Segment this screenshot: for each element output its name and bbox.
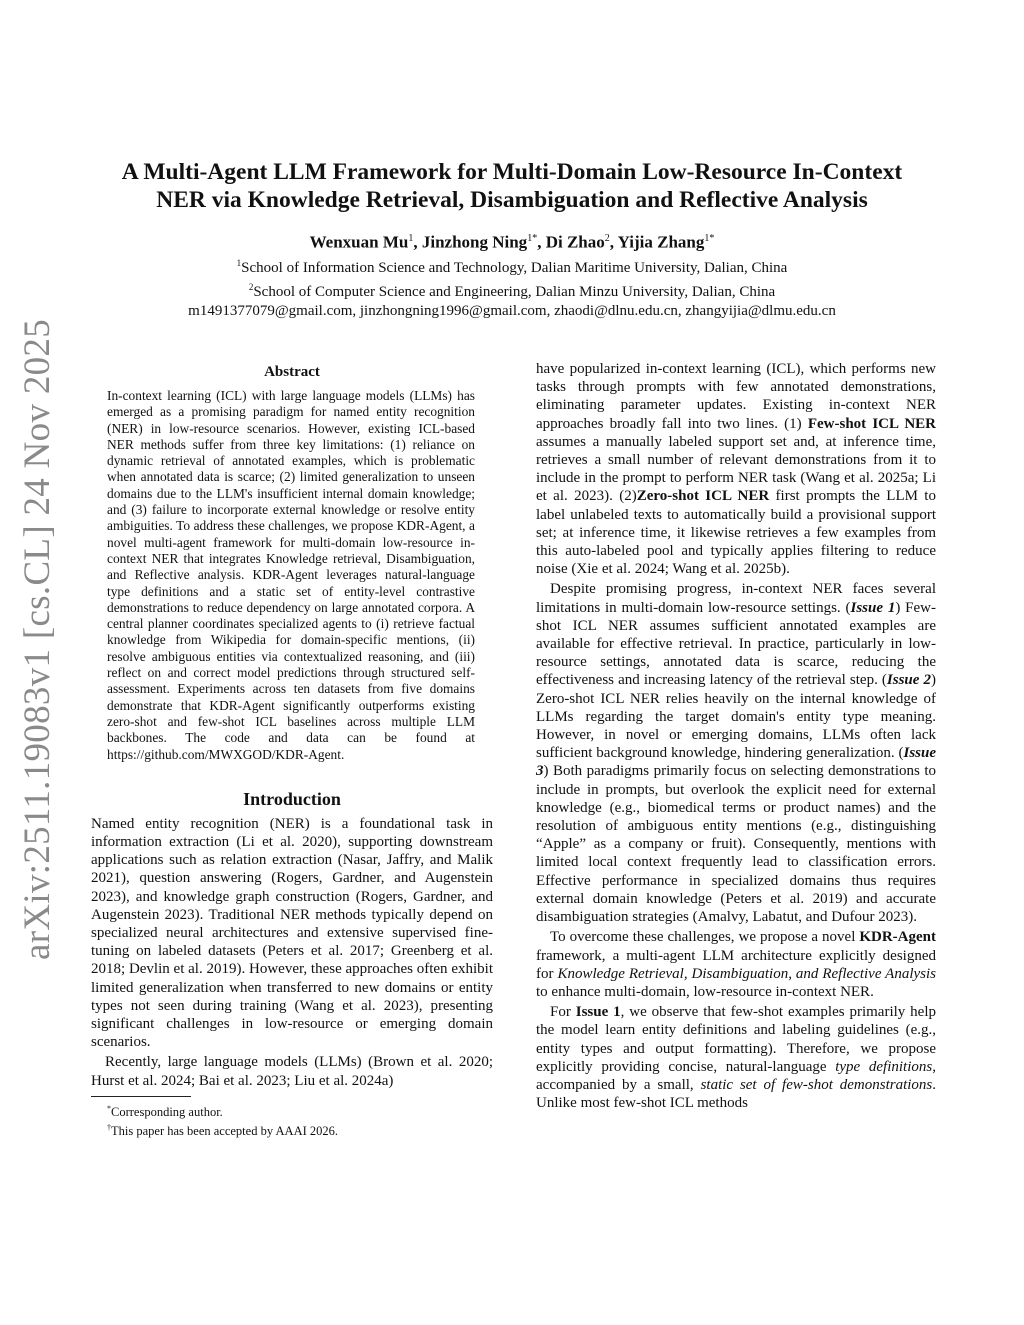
author-mark: 2: [604, 233, 610, 244]
introduction-heading: Introduction: [243, 788, 341, 809]
issue-label: Issue 2: [886, 672, 931, 689]
paper-title-line-2: NER via Knowledge Retrieval, Disambiguation and Reflective Analysis: [156, 187, 868, 213]
author-name: Di Zhao: [545, 232, 605, 252]
author-mark: 1*: [704, 233, 715, 244]
text-run: , we observe that few-shot examples primarily help the model learn entity definitions and labeling guidelines (e.g., entity types and output formatting). Therefore, we propose explicitly providing concise, natural-language: [536, 1004, 937, 1075]
text-run: first prompts the LLM to label unlabeled texts to automatically build a provisional support set; at inference time, it likewise retrieves a few examples from this auto-labeled pool and typically applies filtering to reduce noise (Xie et al. 2024; Wang et al. 2025b).: [536, 488, 936, 578]
body-paragraph-issue-1: [536, 1003, 936, 1112]
italic-term: static set of few-shot demonstrations: [700, 1076, 933, 1093]
affiliation-text: School of Computer Science and Engineering, Dalian Minzu University, Dalian, China: [253, 283, 776, 300]
footnote-mark: *: [107, 1103, 111, 1113]
footnote-rule: [91, 1096, 191, 1097]
issue-label: Issue 1: [850, 599, 896, 616]
text-run: ) Zero-shot ICL NER relies heavily on the internal knowledge of LLMs regarding the target domain's entity type meaning. However, in novel or emerging domains, LLMs often lack sufficient background knowledge, hindering generalization. (: [536, 672, 936, 762]
text-run: ) Few-shot ICL NER assumes sufficient annotated examples are available for effective retrieval. In practice, particularly in low-resource settings, annotated data is scarce, reducing the effectiveness and increasing latency of the retrieval step. (: [536, 599, 936, 689]
abstract-body: In-context learning (ICL) with large language models (LLMs) has emerged as a promising paradigm for named entity recognition (NER) in low-resource scenarios. However, existing ICL-based NER methods suffer from three key limitations: (1) reliance on dynamic retrieval of annotated examples, which is problematic when annotated data is scarce; (2) limited generalization to unseen domains due to the LLM's insufficient internal domain knowledge; and (3) failure to incorporate external knowledge or resolve entity ambiguities. To address these challenges, we propose KDR-Agent, a novel multi-agent framework for multi-domain low-resource in-context NER that integrates Knowledge retrieval, Disambiguation, and Reflective analysis. KDR-Agent leverages natural-language type definitions and a static set of entity-level contrastive demonstrations to reduce dependency on large annotated corpora. A central planner coordinates specialized agents to (i) retrieve factual knowledge from Wikipedia for domain-specific mentions, (ii) resolve ambiguous entities via contextualized reasoning, and (iii) reflect on and correct model predictions through structured self-assessment. Experiments across ten datasets from five domains demonstrate that KDR-Agent significantly outperforms existing zero-shot and few-shot ICL baselines across multiple LLM backbones. The code and data can be found at https://github.com/MWXGOD/KDR-Agent.: [107, 388, 475, 762]
footnote-text: This paper has been accepted by AAAI 2026.: [111, 1124, 339, 1139]
issue-label: Issue 3: [536, 745, 936, 780]
text-run: to enhance multi-domain, low-resource in-context NER.: [536, 983, 874, 1000]
footnote-mark: †: [107, 1123, 111, 1133]
author-list: [80, 228, 944, 254]
bold-term: Issue 1: [575, 1004, 621, 1021]
body-paragraph-proposal: [536, 928, 936, 1001]
footnote-accepted: [107, 1120, 493, 1139]
author-separator: ,: [609, 232, 618, 252]
author-separator: ,: [413, 232, 422, 252]
text-run: For: [550, 1004, 576, 1021]
paper-title-line-1: A Multi-Agent LLM Framework for Multi-Domain Low-Resource In-Context: [121, 159, 903, 185]
affiliation-2: [80, 278, 944, 302]
left-column: [91, 362, 493, 1139]
italic-term: type definitions: [835, 1058, 933, 1075]
text-run: assumes a manually labeled support set and, at inference time, retrieves a small number of relevant demonstrations from it to include in the prompt to perform NER task (Wang et al. 2025a; Li et al. 2023). (2): [536, 433, 936, 505]
author-name: Jinzhong Ning: [421, 232, 528, 252]
bold-term: KDR-Agent: [859, 929, 936, 946]
footnote-corresponding: [107, 1101, 493, 1120]
affiliation-mark: 1: [236, 257, 242, 268]
author-name: Yijia Zhang: [617, 232, 705, 252]
footnotes: [91, 1096, 493, 1139]
body-paragraph-issues: [536, 580, 936, 926]
author-mark: 1*: [527, 233, 538, 244]
right-column: [536, 360, 936, 1112]
text-run: To overcome these challenges, we propose a novel: [550, 929, 860, 946]
footnote-text: Corresponding author.: [111, 1105, 223, 1120]
text-run: , accompanied by a small,: [536, 1058, 936, 1093]
abstract-heading: Abstract: [264, 364, 320, 380]
bold-term: Zero-shot ICL NER: [636, 488, 770, 505]
text-run: framework, a multi-agent LLM architecture explicitly designed for: [536, 947, 936, 982]
text-run: . Unlike most few-shot ICL methods: [536, 1076, 936, 1112]
author-mark: 1: [408, 233, 414, 244]
text-run: ) Both paradigms primarily focus on selecting demonstrations to include in prompts, but overlook the explicit need for external knowledge (e.g., biomedical terms or product names) and the resolution of ambiguous entity mentions (e.g., distinguishing “Apple” as a company or fruit). Consequently, mentions with limited local context frequently lead to classification errors. Effective performance in specialized domains thus requires external domain knowledge (Peters et al. 2019) and accurate disambiguation strategies (Amalvy, Labatut, and Dufour 2023).: [536, 763, 936, 926]
bold-term: Few-shot ICL NER: [807, 415, 936, 432]
author-emails: m1491377079@gmail.com, jinzhongning1996@gmail.com, zhaodi@dlnu.edu.cn, zhangyijia@dlmu.edu.cn: [188, 302, 836, 319]
body-paragraph-icl-lines: [536, 360, 936, 578]
text-run: Despite promising progress, in-context NER faces several limitations in multi-domain low-resource settings. (: [536, 581, 936, 616]
affiliation-mark: 2: [248, 281, 254, 292]
text-run: have popularized in-context learning (ICL), which performs new tasks through prompts with few annotated demonstrations, eliminating parameter updates. Existing in-context NER approaches broadly fall into two lines. (1): [536, 361, 936, 432]
paper-header: [80, 158, 944, 321]
affiliation-text: School of Information Science and Technology, Dalian Maritime University, Dalian, China: [241, 259, 788, 276]
author-separator: ,: [537, 232, 546, 252]
introduction-paragraph-2: Recently, large language models (LLMs) (Brown et al. 2020; Hurst et al. 2024; Bai et al. 2023; Liu et al. 2024a): [91, 1054, 493, 1089]
affiliation-1: [80, 254, 944, 278]
arxiv-identifier-stamp: arXiv:2511.19083v1 [cs.CL] 24 Nov 2025: [17, 318, 58, 960]
introduction-paragraph-1: Named entity recognition (NER) is a foundational task in information extraction (Li et al. 2020), supporting downstream applications such as relation extraction (Nasar, Jaffry, and Malik 2021), question answering (Rogers, Gardner, and Augenstein 2023), and knowledge graph construction (Rogers, Gardner, and Augenstein 2023). Traditional NER methods typically depend on specialized neural architectures and extensive supervised fine-tuning on labeled datasets (Peters et al. 2017; Greenberg et al. 2018; Devlin et al. 2019). However, these approaches often exhibit limited generalization when transferred to new domains or entity types not seen during training (Wang et al. 2023), presenting significant challenges in low-resource or emerging domain scenarios.: [91, 815, 493, 1051]
author-name: Wenxuan Mu: [309, 232, 409, 252]
italic-term: Knowledge Retrieval, Disambiguation, and Reflective Analysis: [557, 965, 936, 982]
